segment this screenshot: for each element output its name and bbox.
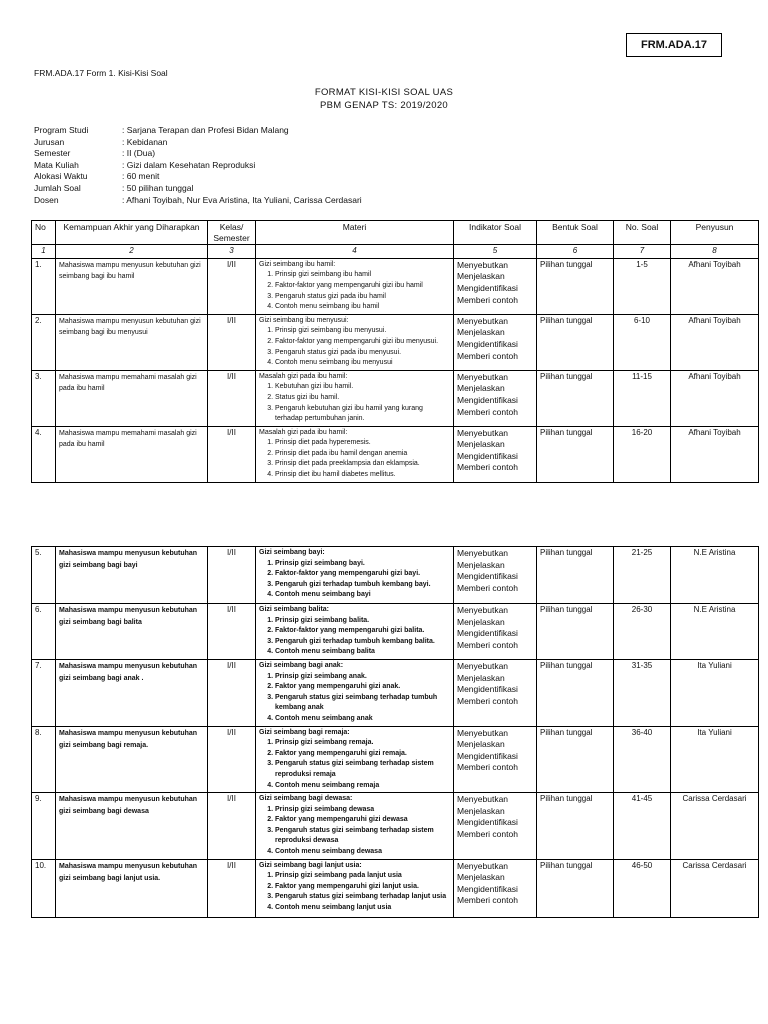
info-row — [34, 160, 362, 172]
indicator-item: Mengidentifikasi — [457, 571, 518, 582]
indicator-item: Menjelaskan — [457, 872, 505, 883]
table-row — [32, 314, 759, 370]
indicator-item: Memberi contoh — [457, 895, 518, 906]
row-nosoal: 36-40 — [614, 726, 671, 793]
indicator-item: Menyebutkan — [457, 427, 509, 438]
row-penyusun: Carissa Cerdasari — [671, 859, 759, 917]
row-bentuk: Pilihan tunggal — [537, 547, 614, 604]
row-kemampuan: Mahasiswa mampu menyusun kebutuhan gizi seimbang bagi balita — [56, 604, 208, 660]
row-indikator — [454, 547, 537, 604]
column-number-row — [32, 245, 759, 259]
row-materi — [256, 859, 454, 917]
row-penyusun: N.E Aristina — [671, 547, 759, 604]
materi-item: 1. Prinsip gizi seimbang dewasa — [275, 805, 450, 816]
row-kelas: I/II — [208, 604, 256, 660]
materi-item: 4. Contoh menu seimbang lanjut usia — [275, 903, 450, 914]
indicator-item: Mengidentifikasi — [457, 628, 518, 639]
materi-list — [259, 559, 450, 601]
row-nosoal: 41-45 — [614, 793, 671, 860]
row-kelas: I/II — [208, 793, 256, 860]
indicator-item: Menyebutkan — [457, 727, 509, 738]
indicator-item: Memberi contoh — [457, 582, 518, 593]
indicator-item: Menjelaskan — [457, 672, 505, 683]
course-info — [34, 125, 362, 206]
info-value: : Afhani Toyibah, Nur Eva Aristina, Ita Yuliani, Carissa Cerdasari — [122, 194, 362, 205]
materi-item: 1. Prinsip gizi seimbang balita. — [275, 616, 450, 627]
table-row — [32, 426, 759, 482]
materi-item: 2. Prinsip diet pada ibu hamil dengan anemia — [275, 449, 450, 460]
col-header-kelas: Kelas/ Semester — [208, 221, 256, 245]
materi-item: 1. Prinsip gizi seimbang ibu menyusui. — [275, 326, 450, 337]
materi-item: 3. Pengaruh status gizi seimbang terhadap sistem reproduksi dewasa — [275, 826, 450, 847]
indicator-item: Menyebutkan — [457, 548, 509, 558]
row-penyusun: Afhani Toyibah — [671, 314, 759, 370]
materi-item: 3. Pengaruh status gizi pada ibu hamil — [275, 292, 450, 303]
indicator-item: Menyebutkan — [457, 794, 509, 805]
col-header-nosoal: No. Soal — [614, 221, 671, 245]
indicator-item: Mengidentifikasi — [457, 450, 518, 461]
row-materi — [256, 314, 454, 370]
row-indikator — [454, 859, 537, 917]
materi-title: Gizi seimbang bagi anak: — [259, 661, 344, 669]
materi-item: 2. Faktor-faktor yang mempengaruhi gizi ibu menyusui. — [275, 337, 450, 348]
col-header-materi: Materi — [256, 221, 454, 245]
materi-item: 4. Contoh menu seimbang ibu hamil — [275, 302, 450, 313]
row-materi — [256, 793, 454, 860]
row-nosoal: 6-10 — [614, 314, 671, 370]
row-indikator — [454, 793, 537, 860]
form-code-box — [626, 33, 722, 57]
row-number: 5. — [32, 547, 56, 604]
materi-item: 3. Pengaruh status gizi seimbang terhadap lanjut usia — [275, 892, 450, 903]
col-header-penyusun: Penyusun — [671, 221, 759, 245]
indicator-item: Memberi contoh — [457, 828, 518, 839]
indicator-item: Memberi contoh — [457, 639, 518, 650]
materi-item: 3. Pengaruh kebutuhan gizi ibu hamil yang kurang terhadap pertumbuhan janin. — [275, 404, 450, 425]
indicator-item: Memberi contoh — [457, 695, 518, 706]
materi-item: 2. Status gizi ibu hamil. — [275, 393, 450, 404]
row-kemampuan: Mahasiswa mampu menyusun kebutuhan gizi seimbang bagi ibu hamil — [56, 258, 208, 314]
document-title: FORMAT KISI-KISI SOAL UAS — [314, 87, 454, 98]
materi-list — [259, 738, 450, 791]
row-materi — [256, 604, 454, 660]
materi-item: 3. Prinsip diet pada preeklampsia dan eklampsia. — [275, 459, 450, 470]
indicator-item: Memberi contoh — [457, 350, 518, 361]
row-kemampuan: Mahasiswa mampu menyusun kebutuhan gizi seimbang bagi remaja. — [56, 726, 208, 793]
row-kelas: I/II — [208, 314, 256, 370]
row-nosoal: 16-20 — [614, 426, 671, 482]
kisi-table-page2 — [31, 546, 759, 918]
materi-item: 1. Prinsip diet pada hyperemesis. — [275, 438, 450, 449]
row-number: 2. — [32, 314, 56, 370]
row-indikator — [454, 426, 537, 482]
materi-list — [259, 672, 450, 725]
table-row — [32, 859, 759, 917]
materi-item: 1. Prinsip gizi seimbang remaja. — [275, 738, 450, 749]
materi-item: 1. Prinsip gizi seimbang pada lanjut usia — [275, 871, 450, 882]
materi-title: Masalah gizi pada ibu hamil: — [259, 372, 348, 380]
row-kemampuan: Mahasiswa mampu menyusun kebutuhan gizi seimbang bagi anak . — [56, 659, 208, 726]
materi-item: 4. Contoh menu seimbang dewasa — [275, 847, 450, 858]
info-row — [34, 125, 362, 137]
indicator-item: Memberi contoh — [457, 762, 518, 773]
row-materi — [256, 659, 454, 726]
row-nosoal: 31-35 — [614, 659, 671, 726]
col-number: 6 — [537, 245, 614, 259]
row-nosoal: 1-5 — [614, 258, 671, 314]
info-row — [34, 195, 362, 207]
indicator-item: Menyebutkan — [457, 371, 509, 382]
row-kelas: I/II — [208, 370, 256, 426]
info-value: : Sarjana Terapan dan Profesi Bidan Malang — [122, 125, 289, 135]
table-row — [32, 726, 759, 793]
row-kemampuan: Mahasiswa mampu memahami masalah gizi pada ibu hamil — [56, 370, 208, 426]
row-kelas: I/II — [208, 426, 256, 482]
row-bentuk: Pilihan tunggal — [537, 426, 614, 482]
materi-item: 2. Faktor yang mempengaruhi gizi dewasa — [275, 815, 450, 826]
info-label: Mata Kuliah — [34, 159, 79, 170]
indicator-item: Menjelaskan — [457, 616, 505, 627]
materi-item: 4. Prinsip diet ibu hamil diabetes mellitus. — [275, 470, 450, 481]
info-label: Semester — [34, 148, 71, 159]
materi-item: 1. Prinsip gizi seimbang ibu hamil — [275, 270, 450, 281]
col-number: 7 — [614, 245, 671, 259]
col-number: 5 — [454, 245, 537, 259]
materi-list — [259, 270, 450, 312]
indicator-item: Menyebutkan — [457, 315, 509, 326]
row-bentuk: Pilihan tunggal — [537, 604, 614, 660]
info-value: : II (Dua) — [122, 148, 156, 159]
indicator-item: Mengidentifikasi — [457, 394, 518, 405]
materi-item: 2. Faktor-faktor yang mempengaruhi gizi bayi. — [275, 569, 450, 580]
materi-item: 3. Pengaruh status gizi seimbang terhadap tumbuh kembang anak — [275, 693, 450, 714]
materi-list — [259, 326, 450, 368]
indicator-item: Menjelaskan — [457, 327, 505, 338]
materi-title: Gizi seimbang bagi lanjut usia: — [259, 861, 362, 869]
row-materi — [256, 258, 454, 314]
row-indikator — [454, 659, 537, 726]
materi-item: 4. Contoh menu seimbang ibu menyusui — [275, 358, 450, 369]
row-bentuk: Pilihan tunggal — [537, 258, 614, 314]
materi-title: Gizi seimbang ibu menyusui: — [259, 316, 349, 324]
row-number: 7. — [32, 659, 56, 726]
indicator-item: Mengidentifikasi — [457, 750, 518, 761]
row-bentuk: Pilihan tunggal — [537, 370, 614, 426]
materi-list — [259, 438, 450, 480]
info-label: Jumlah Soal — [34, 182, 81, 193]
table-row — [32, 793, 759, 860]
info-row — [34, 137, 362, 149]
indicator-item: Menyebutkan — [457, 860, 509, 871]
col-header-indikator: Indikator Soal — [454, 221, 537, 245]
row-penyusun: N.E Aristina — [671, 604, 759, 660]
row-kelas: I/II — [208, 547, 256, 604]
col-number: 8 — [671, 245, 759, 259]
indicator-item: Menyebutkan — [457, 660, 509, 671]
row-number: 6. — [32, 604, 56, 660]
materi-title: Gizi seimbang ibu hamil: — [259, 260, 336, 268]
materi-item: 2. Faktor-faktor yang mempengaruhi gizi balita. — [275, 626, 450, 637]
indicator-item: Menjelaskan — [457, 805, 505, 816]
materi-item: 1. Prinsip gizi seimbang anak. — [275, 672, 450, 683]
row-kelas: I/II — [208, 859, 256, 917]
row-penyusun: Afhani Toyibah — [671, 370, 759, 426]
materi-item: 2. Faktor yang mempengaruhi gizi anak. — [275, 682, 450, 693]
row-nosoal: 46-50 — [614, 859, 671, 917]
indicator-item: Menjelaskan — [457, 739, 505, 750]
row-number: 3. — [32, 370, 56, 426]
table-row — [32, 547, 759, 604]
info-row — [34, 183, 362, 195]
materi-item: 3. Pengaruh gizi terhadap tumbuh kembang bayi. — [275, 580, 450, 591]
indicator-item: Mengidentifikasi — [457, 817, 518, 828]
materi-list — [259, 871, 450, 913]
materi-item: 2. Faktor yang mempengaruhi gizi lanjut usia. — [275, 882, 450, 893]
indicator-item: Memberi contoh — [457, 294, 518, 305]
kisi-table-page1 — [31, 220, 759, 483]
row-materi — [256, 426, 454, 482]
info-value: : 50 pilihan tunggal — [122, 182, 194, 193]
indicator-item: Menyebutkan — [457, 605, 509, 615]
indicator-item: Mengidentifikasi — [457, 883, 518, 894]
row-penyusun: Carissa Cerdasari — [671, 793, 759, 860]
info-value: : Gizi dalam Kesehatan Reproduksi — [122, 159, 256, 170]
indicator-item: Menjelaskan — [457, 383, 505, 394]
row-penyusun: Afhani Toyibah — [671, 258, 759, 314]
row-kelas: I/II — [208, 258, 256, 314]
row-bentuk: Pilihan tunggal — [537, 793, 614, 860]
indicator-item: Memberi contoh — [457, 406, 518, 417]
table-row — [32, 370, 759, 426]
info-row — [34, 148, 362, 160]
materi-title: Gizi seimbang bagi remaja: — [259, 728, 350, 736]
col-header-kemampuan: Kemampuan Akhir yang Diharapkan — [56, 221, 208, 245]
row-indikator — [454, 370, 537, 426]
info-value: : Kebidanan — [122, 136, 168, 147]
row-number: 4. — [32, 426, 56, 482]
info-label: Dosen — [34, 194, 59, 205]
row-number: 8. — [32, 726, 56, 793]
materi-item: 4. Contoh menu seimbang remaja — [275, 781, 450, 792]
row-bentuk: Pilihan tunggal — [537, 314, 614, 370]
indicator-item: Mengidentifikasi — [457, 282, 518, 293]
materi-item: 3. Pengaruh status gizi pada ibu menyusui. — [275, 348, 450, 359]
row-kemampuan: Mahasiswa mampu menyusun kebutuhan gizi seimbang bagi bayi — [56, 547, 208, 604]
info-label: Program Studi — [34, 125, 89, 135]
materi-title: Masalah gizi pada ibu hamil: — [259, 428, 348, 436]
materi-item: 3. Pengaruh status gizi seimbang terhadap sistem reproduksi remaja — [275, 759, 450, 780]
materi-list — [259, 616, 450, 658]
table-row — [32, 604, 759, 660]
col-number: 4 — [256, 245, 454, 259]
indicator-item: Memberi contoh — [457, 462, 518, 473]
row-materi — [256, 726, 454, 793]
indicator-item: Menjelaskan — [457, 559, 505, 570]
col-number: 1 — [32, 245, 56, 259]
row-indikator — [454, 604, 537, 660]
indicator-item: Mengidentifikasi — [457, 338, 518, 349]
materi-item: 1. Kebutuhan gizi ibu hamil. — [275, 382, 450, 393]
row-indikator — [454, 726, 537, 793]
form-label: FRM.ADA.17 Form 1. Kisi-Kisi Soal — [34, 68, 168, 78]
indicator-item: Menyebutkan — [457, 259, 509, 270]
row-number: 9. — [32, 793, 56, 860]
row-bentuk: Pilihan tunggal — [537, 726, 614, 793]
indicator-item: Mengidentifikasi — [457, 684, 518, 695]
col-number: 3 — [208, 245, 256, 259]
materi-list — [259, 382, 450, 424]
row-materi — [256, 547, 454, 604]
row-kemampuan: Mahasiswa mampu menyusun kebutuhan gizi seimbang bagi dewasa — [56, 793, 208, 860]
info-label: Jurusan — [34, 136, 65, 147]
table-row — [32, 659, 759, 726]
row-kemampuan: Mahasiswa mampu menyusun kebutuhan gizi seimbang bagi ibu menyusui — [56, 314, 208, 370]
row-number: 1. — [32, 258, 56, 314]
materi-item: 1. Prinsip gizi seimbang bayi. — [275, 559, 450, 570]
materi-title: Gizi seimbang bagi dewasa: — [259, 795, 353, 803]
row-bentuk: Pilihan tunggal — [537, 859, 614, 917]
row-number: 10. — [32, 859, 56, 917]
row-nosoal: 26-30 — [614, 604, 671, 660]
materi-item: 2. Faktor-faktor yang mempengaruhi gizi ibu hamil — [275, 281, 450, 292]
row-nosoal: 11-15 — [614, 370, 671, 426]
row-nosoal: 21-25 — [614, 547, 671, 604]
materi-item: 4. Contoh menu seimbang balita — [275, 647, 450, 658]
row-bentuk: Pilihan tunggal — [537, 659, 614, 726]
row-indikator — [454, 314, 537, 370]
row-penyusun: Ita Yuliani — [671, 726, 759, 793]
row-penyusun: Ita Yuliani — [671, 659, 759, 726]
row-indikator — [454, 258, 537, 314]
col-number: 2 — [56, 245, 208, 259]
col-header-bentuk: Bentuk Soal — [537, 221, 614, 245]
indicator-item: Menjelaskan — [457, 439, 505, 450]
header-row — [32, 221, 759, 245]
info-label: Alokasi Waktu — [34, 171, 88, 182]
info-value: : 60 menit — [122, 171, 160, 182]
table-row — [32, 258, 759, 314]
materi-item: 2. Faktor yang mempengaruhi gizi remaja. — [275, 749, 450, 760]
form-code: FRM.ADA.17 — [640, 39, 707, 51]
row-penyusun: Afhani Toyibah — [671, 426, 759, 482]
document-subtitle: PBM GENAP TS: 2019/2020 — [319, 100, 448, 111]
col-header-no: No — [32, 221, 56, 245]
row-kelas: I/II — [208, 659, 256, 726]
row-kelas: I/II — [208, 726, 256, 793]
info-row — [34, 171, 362, 183]
materi-item: 4. Contoh menu seimbang bayi — [275, 590, 450, 601]
materi-list — [259, 805, 450, 858]
materi-title: Gizi seimbang bayi: — [259, 549, 325, 556]
row-kemampuan: Mahasiswa mampu menyusun kebutuhan gizi seimbang bagi lanjut usia. — [56, 859, 208, 917]
indicator-item: Menjelaskan — [457, 271, 505, 282]
materi-item: 3. Pengaruh gizi terhadap tumbuh kembang balita. — [275, 637, 450, 648]
materi-title: Gizi seimbang balita: — [259, 606, 330, 613]
materi-item: 4. Contoh menu seimbang anak — [275, 714, 450, 725]
row-kemampuan: Mahasiswa mampu memahami masalah gizi pada ibu hamil — [56, 426, 208, 482]
row-materi — [256, 370, 454, 426]
